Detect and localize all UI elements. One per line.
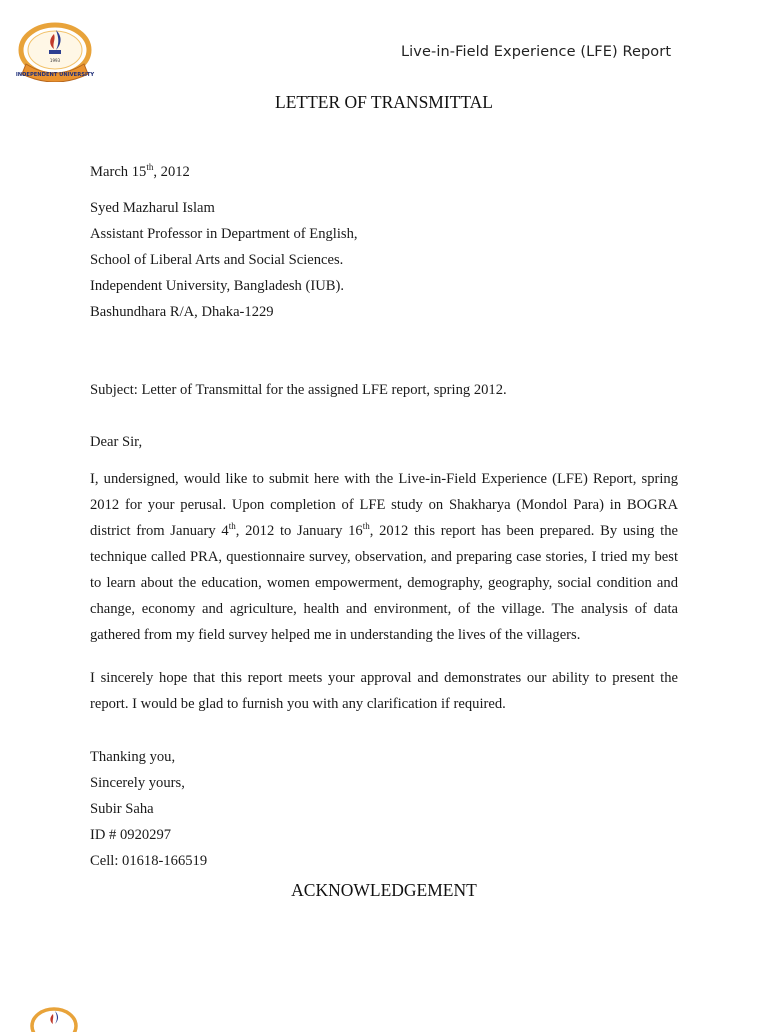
logo-text: INDEPENDENT UNIVERSITY	[15, 72, 95, 78]
recipient-address: Bashundhara R/A, Dhaka-1229	[90, 304, 274, 320]
recipient-name: Syed Mazharul Islam	[90, 200, 215, 216]
acknowledgement-heading: ACKNOWLEDGEMENT	[291, 880, 477, 900]
letter-subject: Subject: Letter of Transmittal for the assigned LFE report, spring 2012.	[90, 382, 507, 398]
letter-title: LETTER OF TRANSMITTAL	[275, 92, 493, 112]
body-paragraph-1: I, undersigned, would like to submit here with the Live-in-Field Experience (LFE) Report, spring 2012 for your perusal. Upon completion of LFE study on Shakharya (Mondol Para) in BOGRA district from January 4th, 2012 to January 16th, 2012 this report has been prepared. By using the technique called PRA, questionnaire survey, observation, and preparing case stories, I tried my best to learn about the education, women empowerment, demography, geography, social condition and change, economy and agriculture, health and environment, of the village. The analysis of data gathered from my field survey helped me in understanding the lives of the villagers.	[90, 471, 678, 643]
university-logo	[14, 16, 96, 82]
recipient-university: Independent University, Bangladesh (IUB).	[90, 278, 344, 294]
signature-cell: Cell: 01618-166519	[90, 853, 208, 869]
recipient-title: Assistant Professor in Department of English,	[90, 226, 358, 242]
university-logo-next-page	[28, 1002, 80, 1032]
recipient-school: School of Liberal Arts and Social Sciences.	[90, 252, 344, 268]
report-header-title: Live-in-Field Experience (LFE) Report	[401, 44, 672, 60]
svg-text:1993: 1993	[49, 58, 61, 63]
body-paragraph-2: I sincerely hope that this report meets your approval and demonstrates our ability to present the report. I would be glad to furnish you with any clarification if required.	[90, 670, 678, 712]
closing-sincerely: Sincerely yours,	[90, 775, 185, 791]
signature-id: ID # 0920297	[90, 827, 172, 843]
letter-date: March 15th, 2012	[90, 162, 190, 180]
letter-salutation: Dear Sir,	[90, 434, 143, 450]
signature-name: Subir Saha	[90, 801, 154, 817]
closing-thanks: Thanking you,	[90, 749, 176, 765]
